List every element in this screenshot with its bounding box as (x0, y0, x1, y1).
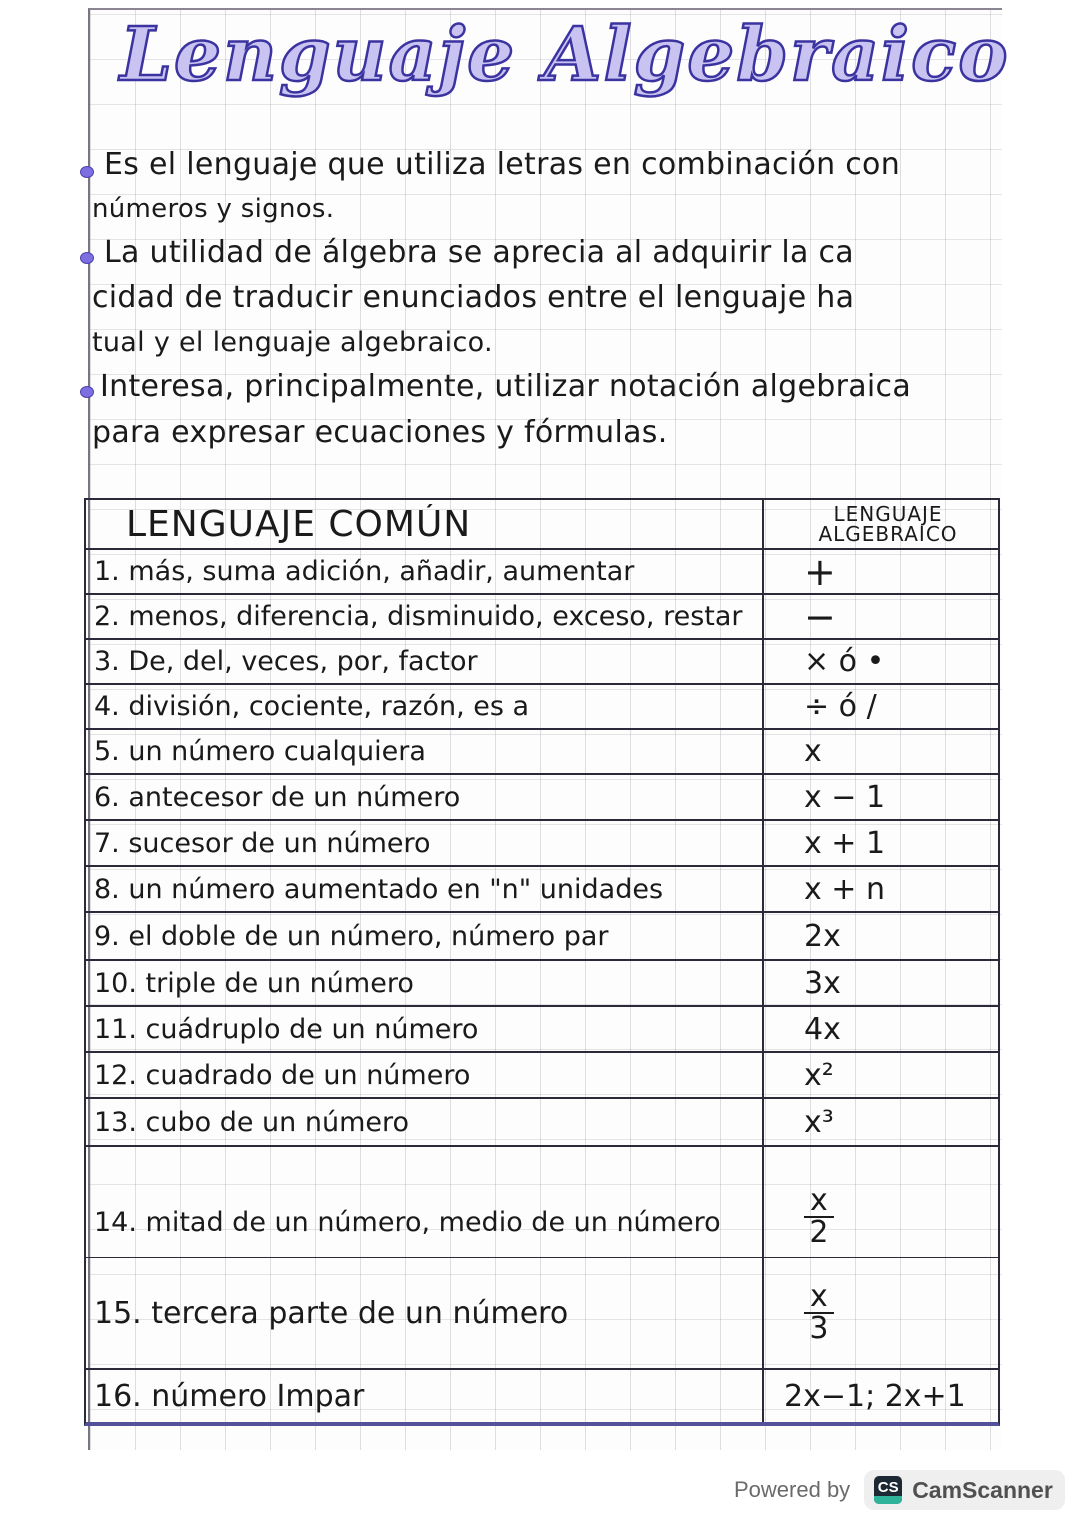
algebraic-cell: x + 1 (762, 821, 998, 865)
camscanner-brand: CamScanner (912, 1476, 1053, 1503)
common-cell: 8. un número aumentado en "n" unidades (94, 873, 664, 905)
camscanner-watermark (734, 1467, 1065, 1513)
camscanner-logo-icon: CS (874, 1476, 902, 1504)
algebraic-cell: + (762, 550, 998, 593)
common-cell: 12. cuadrado de un número (94, 1059, 471, 1091)
common-cell: 7. sucesor de un número (94, 827, 431, 859)
table-row (86, 730, 998, 775)
algebraic-cell (762, 1147, 998, 1257)
common-cell: 15. tercera parte de un número (94, 1295, 569, 1331)
table-row (86, 1258, 998, 1370)
table-row (86, 1053, 998, 1099)
fraction-denominator: 3 (809, 1311, 829, 1346)
table-row (86, 685, 998, 730)
table-row (86, 1370, 998, 1422)
table-header (86, 500, 998, 550)
bullet-icon (80, 252, 94, 264)
algebraic-cell: x² (762, 1053, 998, 1097)
translation-table (84, 498, 1000, 1426)
algebraic-cell: x³ (762, 1099, 998, 1145)
common-cell: 13. cubo de un número (94, 1106, 410, 1138)
table-row (86, 550, 998, 595)
table-row (86, 1147, 998, 1258)
header-algebraic-line2: ALGEBRAICO (818, 522, 958, 546)
fraction-numerator: x (804, 1282, 834, 1314)
header-algebraic-language (762, 500, 998, 548)
bullet-icon (80, 386, 94, 398)
algebraic-cell: 4x (762, 1007, 998, 1051)
algebraic-cell (762, 1258, 998, 1368)
intro-line: Es el lenguaje que utiliza letras en combinación con (104, 147, 901, 182)
powered-by-label: Powered by (734, 1477, 851, 1502)
common-cell: 9. el doble de un número, número par (94, 920, 609, 952)
page-title: Lenguaje Algebraico (120, 12, 1010, 98)
fraction (804, 1183, 834, 1250)
intro-line: tual y el lenguaje algebraico. (92, 327, 493, 358)
algebraic-cell: ÷ ó / (762, 685, 998, 728)
algebraic-cell: x − 1 (762, 775, 998, 819)
common-cell: 14. mitad de un número, medio de un número (94, 1206, 721, 1238)
table-row (86, 913, 998, 961)
common-cell: 11. cuádruplo de un número (94, 1013, 479, 1045)
header-algebraic-line1: LENGUAJE (833, 502, 943, 526)
table-row (86, 961, 998, 1007)
intro-line: para expresar ecuaciones y fórmulas. (92, 415, 668, 450)
table-row (86, 1007, 998, 1053)
common-cell: 4. división, cociente, razón, es a (94, 691, 530, 722)
common-cell: 1. más, suma adición, añadir, aumentar (94, 556, 635, 587)
header-common-language: LENGUAJE COMÚN (126, 503, 472, 545)
algebraic-cell: x + n (762, 867, 998, 911)
intro-line: números y signos. (92, 194, 335, 224)
common-cell: 16. número Impar (94, 1378, 365, 1414)
table-row (86, 595, 998, 640)
table-row (86, 775, 998, 821)
table-row (86, 1099, 998, 1147)
camscanner-badge (864, 1470, 1065, 1510)
fraction (804, 1279, 834, 1346)
table-row (86, 821, 998, 867)
intro-line: cidad de traducir enunciados entre el lenguaje ha (92, 280, 855, 315)
algebraic-cell: × ó • (762, 640, 998, 683)
fraction-numerator: x (804, 1186, 834, 1218)
intro-line: Interesa, principalmente, utilizar notación algebraica (100, 369, 912, 404)
algebraic-cell: x (762, 730, 998, 773)
common-cell: 5. un número cualquiera (94, 736, 426, 767)
common-cell: 2. menos, diferencia, disminuido, exceso, restar (94, 601, 743, 632)
common-cell: 10. triple de un número (94, 967, 414, 999)
table-row (86, 640, 998, 685)
algebraic-cell: − (762, 595, 998, 638)
common-cell: 6. antecesor de un número (94, 781, 461, 813)
algebraic-cell: 3x (762, 961, 998, 1005)
common-cell: 3. De, del, veces, por, factor (94, 646, 478, 677)
table-row (86, 867, 998, 913)
intro-line: La utilidad de álgebra se aprecia al adquirir la ca (104, 235, 854, 270)
algebraic-cell: 2x (762, 913, 998, 959)
bullet-icon (80, 166, 94, 178)
algebraic-cell: 2x−1; 2x+1 (762, 1370, 998, 1422)
fraction-denominator: 2 (809, 1215, 829, 1250)
